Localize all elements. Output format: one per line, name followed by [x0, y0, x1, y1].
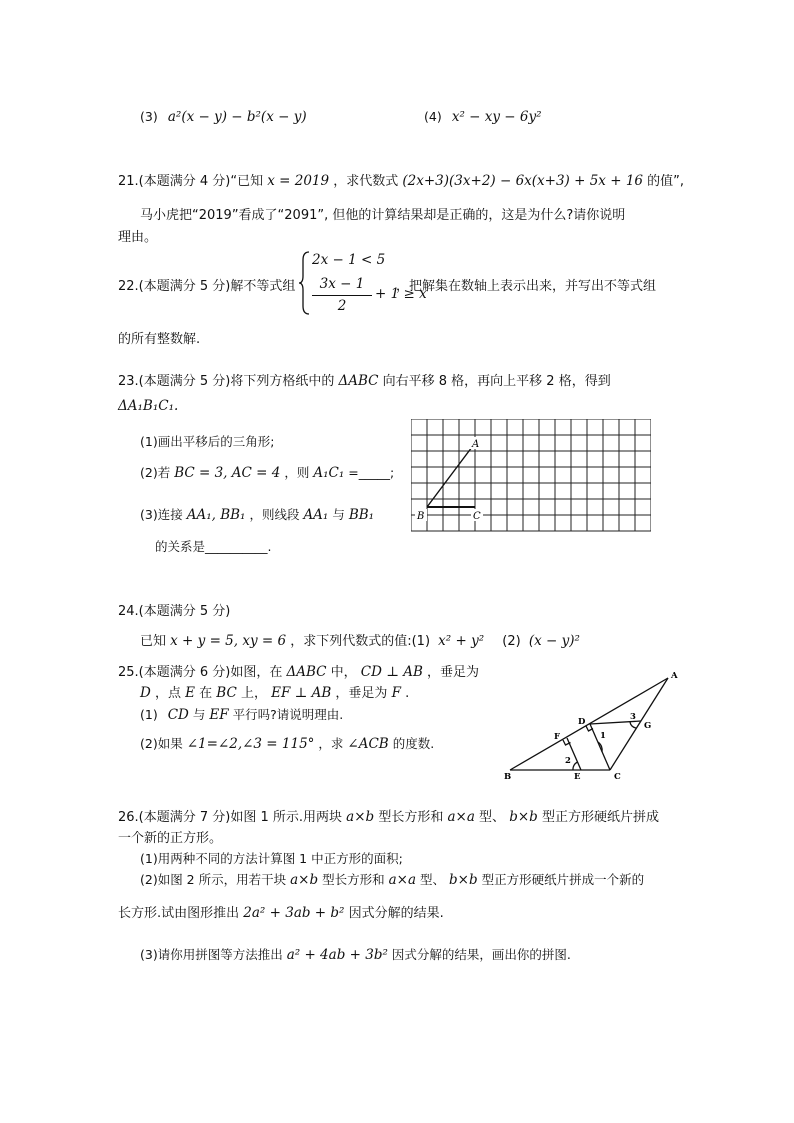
q26-part1: (1)用两种不同的方法计算图 1 中正方形的面积; [140, 851, 403, 866]
q25-d: D [140, 685, 151, 701]
q24-cond: x + y = 5, xy = 6 [170, 633, 287, 649]
q25-tri: ΔABC [286, 664, 327, 680]
q25-p2-tail: 的度数. [392, 736, 435, 751]
angle-3-arc [630, 722, 636, 728]
q23-part3 [140, 505, 374, 523]
q26-p3-tail: 因式分解的结果，画出你的拼图. [391, 947, 571, 962]
q25-p2-cond: ∠1=∠2,∠3 = 115° [186, 736, 315, 752]
q26-p2-head: (2)如图 2 所示，用若干块 [140, 872, 287, 887]
q25-l2b: 在 [199, 686, 213, 701]
q22-fraction-bar [312, 295, 372, 296]
q22-ineq2-rest: + 1 ≥ x [375, 286, 427, 302]
q26-line1 [118, 806, 659, 825]
q26-part2 [140, 870, 644, 888]
q22-ineq1: 2x − 1 < 5 [312, 252, 386, 268]
point-b-label: B [504, 772, 512, 782]
q23-p2-var: A₁C₁ [313, 465, 345, 481]
segment-ba [427, 443, 475, 507]
point-e-label: E [574, 772, 581, 782]
q23-p3-head: (3)连接 [140, 507, 183, 522]
q24-p2: (2) [502, 634, 521, 649]
q23-mid: 向右平移 8 格，再向上平移 2 格，得到 [382, 374, 611, 389]
q26-aa: a×a [447, 809, 475, 825]
q25-part1 [140, 705, 343, 723]
q25-tail1: ，垂足为 [427, 665, 480, 680]
point-d-label: D [578, 717, 586, 727]
point-a-label: A [472, 439, 480, 450]
q24-line-head: 已知 [140, 634, 167, 649]
q23-p2-cond: BC = 3, AC = 4 [174, 465, 281, 481]
q23-line1 [118, 370, 611, 389]
q23-p3-mid: ，则线段 [249, 507, 300, 522]
segment-ca [610, 678, 668, 770]
q23-part2 [140, 463, 394, 481]
q21-line3: 理由。 [118, 230, 158, 245]
q26-part2-line2 [118, 902, 444, 921]
q26-part3 [140, 945, 571, 963]
q26-p2-mid: 型长方形和 [322, 872, 385, 887]
q23-p3-seg2: BB₁ [348, 507, 375, 523]
q25-e: E [185, 685, 195, 701]
q25-p2-ang: ∠ACB [347, 736, 389, 752]
q23-p2-head: (2)若 [140, 465, 171, 480]
q20-part3 [140, 109, 307, 125]
q26-l1-mid2: 型、 [479, 810, 506, 825]
q25-bc: BC [216, 685, 237, 701]
q26-p2-bb: b×b [449, 872, 478, 888]
q23-p3-segs: AA₁, BB₁ [186, 507, 246, 523]
point-f-label: F [554, 732, 561, 742]
q25-f: F [391, 685, 401, 701]
q23-p2-tail: =_____; [348, 465, 395, 480]
q23-p3-and: 与 [332, 507, 345, 522]
q22-ineq2-num: 3x − 1 [319, 276, 365, 292]
q24-expr1: x² + y² [438, 633, 485, 649]
q26-bb: b×b [509, 809, 538, 825]
q26-p2-mid2: 型、 [420, 872, 446, 887]
q21-expr: (2x+3)(3x+2) − 6x(x+3) + 5x + 16 [402, 173, 643, 189]
point-c-label: C [473, 511, 481, 522]
point-a-label: A [671, 671, 678, 681]
q26-l1-head: 26.(本题满分 7 分)如图 1 所示.用两块 [118, 810, 343, 825]
q21-mid: ，求代数式 [333, 174, 399, 189]
q26-l1-tail: 型正方形硬纸片拼成 [541, 810, 659, 825]
q20-p3-label: (3) [140, 109, 158, 124]
q23-p2-mid: ，则 [284, 465, 310, 480]
q25-line2 [140, 682, 409, 701]
q23-tri1: ΔABC [338, 373, 379, 389]
q22-tail: ，把解集在数轴上表示出来，并写出不等式组 [396, 279, 657, 294]
q23-grid-figure [411, 419, 651, 539]
q22-line2: 的所有整数解. [118, 332, 201, 347]
q26-p2-tail: 型正方形硬纸片拼成一个新的 [481, 872, 645, 887]
point-g-label: G [644, 721, 652, 731]
q26-ab: a×b [346, 809, 375, 825]
q26-l1-mid: 型长方形和 [378, 810, 444, 825]
q25-p2-head: (2)如果 [140, 736, 183, 751]
q25-head: 25.(本题满分 6 分)如图，在 [118, 665, 283, 680]
q24-head: 24.(本题满分 5 分) [118, 604, 231, 619]
q23-p3-seg1: AA₁ [303, 507, 329, 523]
angle-1-label: 1 [600, 731, 606, 741]
q22-head: 22.(本题满分 5 分)解不等式组 [118, 279, 296, 294]
q24-mid: ，求下列代数式的值:(1) [290, 634, 431, 649]
q25-part2 [140, 734, 434, 752]
right-angle-d [586, 726, 593, 731]
q23-tri2: ΔA₁B₁C₁. [118, 398, 179, 414]
q20-p4-label: (4) [424, 109, 442, 124]
q26-p2-l2-head: 长方形.试由图形推出 [118, 906, 240, 921]
q26-line2: 一个新的正方形。 [118, 831, 223, 846]
q22-ineq2-den: 2 [337, 298, 347, 314]
q26-p3-expr: a² + 4ab + 3b² [286, 947, 388, 963]
q26-p2-ab: a×b [290, 872, 319, 888]
q26-p2-aa: a×a [388, 872, 417, 888]
q23-head: 23.(本题满分 5 分)将下列方格纸中的 [118, 374, 335, 389]
q23-part1: (1)画出平移后的三角形; [140, 434, 275, 449]
q21-tail: 的值”, [647, 174, 685, 189]
q25-perp2: EF ⊥ AB [271, 685, 332, 701]
q25-line1 [118, 661, 479, 680]
q25-l2e: . [405, 686, 410, 701]
q26-p3-head: (3)请你用拼图等方法推出 [140, 947, 283, 962]
q21-line2: 马小虎把“2019”看成了“2091”, 但他的计算结果却是正确的，这是为什么?请你说明 [140, 208, 626, 223]
q25-l2a: ，点 [154, 686, 181, 701]
q23-p3-line2: 的关系是__________. [155, 539, 272, 554]
grid-lines [411, 419, 651, 531]
angle-2-label: 2 [565, 756, 571, 766]
point-b-label: B [417, 511, 425, 522]
q25-p1-and: 与 [192, 707, 206, 722]
q25-p1-tail: 平行吗?请说明理由. [232, 707, 344, 722]
q25-l2c: 上， [240, 686, 267, 701]
q26-p2-l2-tail: 因式分解的结果. [348, 906, 444, 921]
q26-p2-expr: 2a² + 3ab + b² [243, 905, 345, 921]
q24-expr2: (x − y)² [528, 633, 580, 649]
q21-line1 [118, 170, 684, 189]
q20-part4 [424, 109, 542, 125]
q21-cond: x = 2019 [267, 173, 330, 189]
q25-perp1: CD ⊥ AB [360, 664, 423, 680]
q20-p4-expr: x² − xy − 6y² [451, 109, 542, 125]
point-c-label: C [614, 772, 621, 782]
q25-triangle-figure [500, 664, 686, 784]
q22-brace [299, 250, 311, 316]
q24-line [140, 630, 580, 649]
q25-mid1: 中， [330, 665, 357, 680]
q21-head: 21.(本题满分 4 分)“已知 [118, 174, 264, 189]
q25-p1-cd: CD [167, 707, 189, 723]
q25-p1-label: (1) [140, 707, 158, 722]
q20-p3-expr: a²(x − y) − b²(x − y) [167, 109, 307, 125]
angle-3-label: 3 [630, 712, 636, 722]
q25-p2-mid: ，求 [318, 736, 344, 751]
angle-2-arc [573, 762, 578, 770]
q25-l2d: ，垂足为 [335, 686, 388, 701]
q25-p1-ef: EF [209, 707, 229, 723]
